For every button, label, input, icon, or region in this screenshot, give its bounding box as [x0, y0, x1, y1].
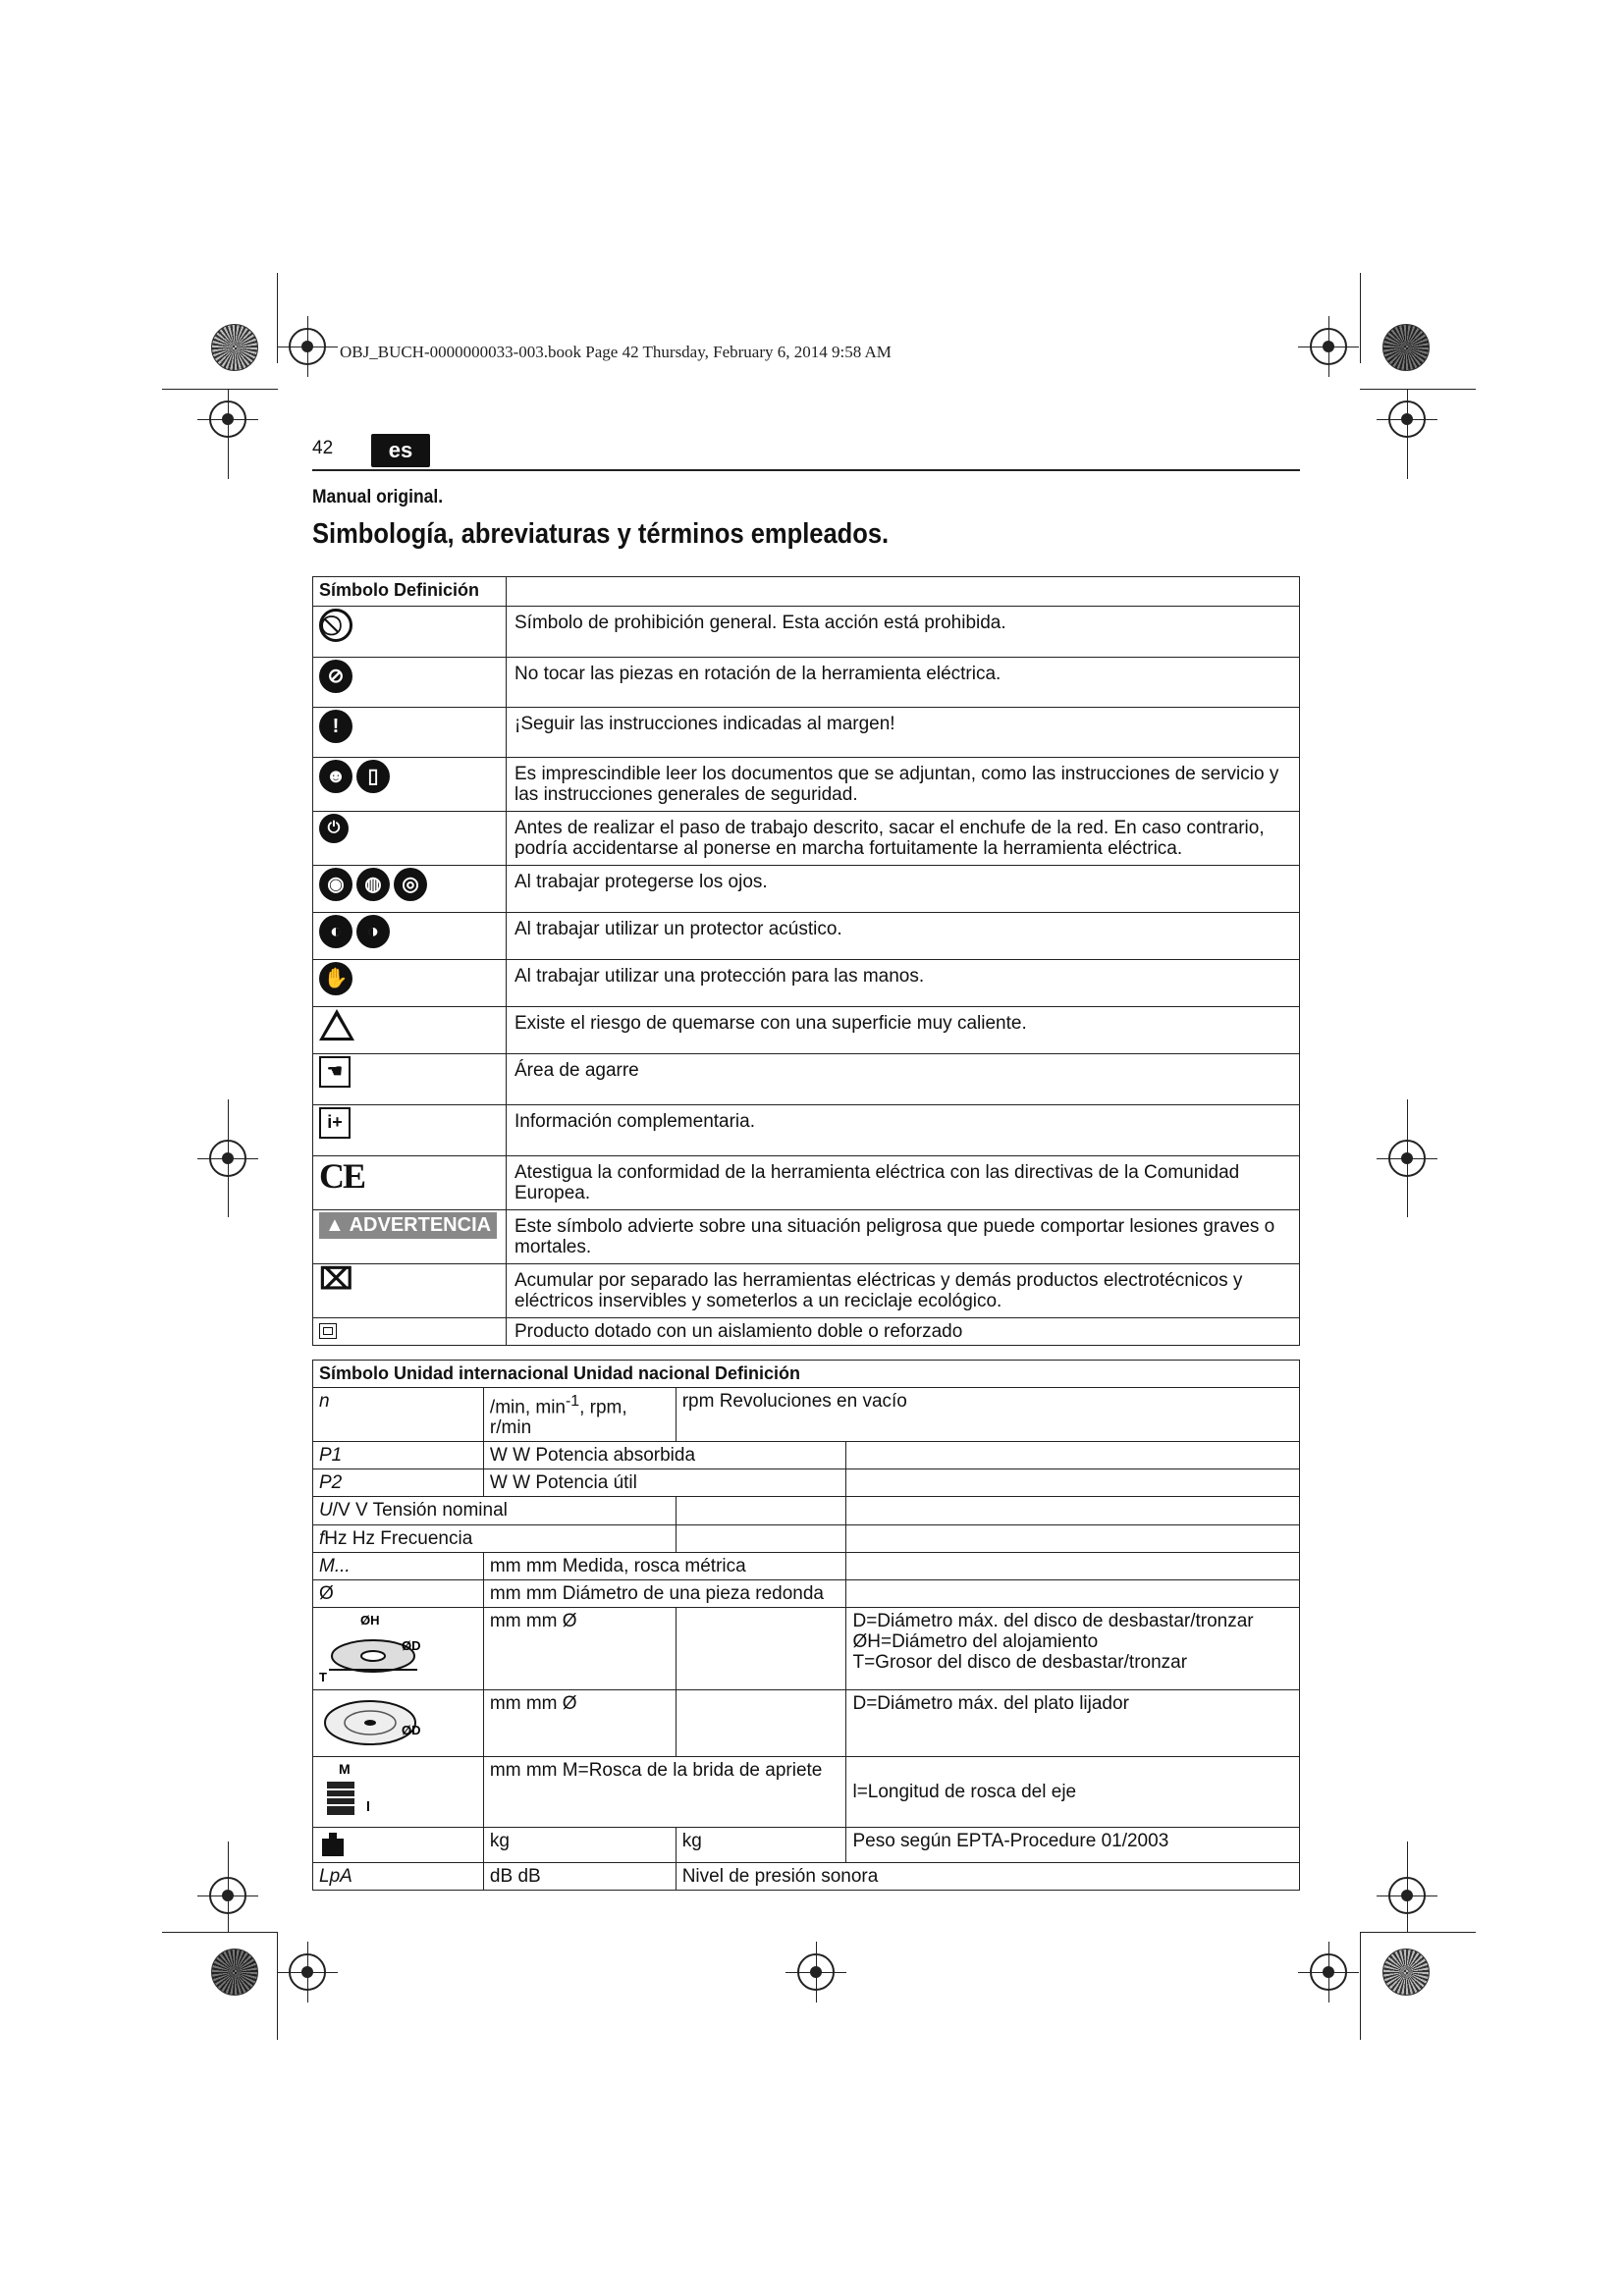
svg-text:l: l: [366, 1798, 370, 1815]
svg-text:ØD: ØD: [402, 1723, 421, 1738]
symbol-definition: Existe el riesgo de quemarse con una superficie muy caliente.: [507, 1007, 1300, 1054]
manual-label: Manual original.: [312, 487, 444, 507]
symbol-definition: Al trabajar utilizar un protector acústico.: [507, 913, 1300, 960]
hand-protection-icon: ✋: [319, 962, 352, 995]
book-file-header: OBJ_BUCH-0000000033-003.book Page 42 Thursday, February 6, 2014 9:58 AM: [340, 343, 892, 361]
symbol-definition: Al trabajar utilizar una protección para las manos.: [507, 960, 1300, 1007]
unit-definition: Nivel de presión sonora: [676, 1863, 1299, 1891]
unit-definition: l=Longitud de rosca del eje: [846, 1757, 1300, 1828]
symbol-definition: Antes de realizar el paso de trabajo descrito, sacar el enchufe de la red. En caso contrario, podría accidentarse al ponerse en marcha fortuitamente la herramienta eléctrica.: [507, 812, 1300, 866]
prohibition-icon: [319, 609, 352, 642]
unit-symbol: P1: [313, 1442, 484, 1469]
unit-international: mm mm Ø: [483, 1690, 676, 1757]
symbol-definition: Al trabajar protegerse los ojos.: [507, 866, 1300, 913]
unit-symbol: n: [313, 1388, 484, 1442]
language-badge: es: [371, 434, 430, 467]
unit-definition: D=Diámetro máx. del plato lijador: [846, 1690, 1300, 1757]
color-bar-icon-top-left: [211, 324, 258, 371]
registration-mark-top-right: [1310, 328, 1347, 365]
unit-international: kg: [483, 1828, 676, 1863]
ce-mark-icon: CE: [319, 1156, 365, 1196]
unit-international: mm mm Medida, rosca métrica: [483, 1553, 846, 1580]
double-insulation-icon: [319, 1323, 337, 1339]
color-bar-icon-top-right: [1382, 324, 1430, 371]
unit-international: W W Potencia absorbida: [483, 1442, 846, 1469]
goggles-icon: ◎: [394, 868, 427, 901]
header-rule: [312, 469, 1300, 471]
symbol-definition: Símbolo de prohibición general. Esta acción está prohibida.: [507, 607, 1300, 658]
symbol-definition: Área de agarre: [507, 1054, 1300, 1105]
registration-mark-left-bottom: [209, 1877, 246, 1914]
unit-international: dB dB: [483, 1863, 676, 1891]
unit-row-text: fHz Hz Frecuencia: [313, 1525, 677, 1553]
warning-label: ▲ ADVERTENCIA: [319, 1212, 497, 1239]
svg-text:T: T: [319, 1670, 327, 1684]
symbols-table-header-blank: [507, 577, 1300, 607]
symbol-definition: Es imprescindible leer los documentos que se adjuntan, como las instrucciones de servicio y las instrucciones generales de seguridad.: [507, 758, 1300, 812]
svg-text:ØH: ØH: [360, 1613, 380, 1629]
registration-mark-bottom-center: [797, 1953, 835, 1991]
registration-mark-bottom-left: [289, 1953, 326, 1991]
unit-definition: D=Diámetro máx. del disco de desbastar/tronzar ØH=Diámetro del alojamiento T=Grosor del disco de desbastar/tronzar: [846, 1608, 1300, 1690]
unit-symbol: M...: [313, 1553, 484, 1580]
disc-dimensions-icon: [319, 1611, 437, 1683]
unit-symbol: P2: [313, 1469, 484, 1497]
hot-surface-icon: [319, 1009, 354, 1041]
unit-symbol: LpA: [313, 1863, 484, 1891]
registration-mark-bottom-right: [1310, 1953, 1347, 1991]
registration-mark-top-left: [289, 328, 326, 365]
spindle-thread-icon: [319, 1760, 398, 1823]
registration-mark-left-top: [209, 400, 246, 438]
read-manual-icon: ☻: [319, 760, 352, 793]
page-number: 42: [312, 438, 334, 458]
symbols-table: [312, 576, 1300, 1346]
unit-national: kg: [676, 1828, 846, 1863]
exclamation-icon: !: [319, 710, 352, 743]
weight-icon: [319, 1831, 347, 1858]
units-table: [312, 1360, 1300, 1891]
symbol-definition: Información complementaria.: [507, 1105, 1300, 1156]
units-table-header: Símbolo Unidad internacional Unidad nacional Definición: [313, 1361, 1300, 1388]
unit-international: /min, $\min^{-1}$, rpm, r/min: [483, 1388, 676, 1442]
symbol-definition: Atestigua la conformidad de la herramienta eléctrica con las directivas de la Comunidad Europea.: [507, 1156, 1300, 1210]
book-icon: ▯: [356, 760, 390, 793]
face-shield-icon: ◍: [356, 868, 390, 901]
symbol-definition: Producto dotado con un aislamiento doble o reforzado: [507, 1318, 1300, 1346]
registration-mark-right-top: [1388, 400, 1426, 438]
unit-symbol: Ø: [313, 1580, 484, 1608]
registration-mark-right-bottom: [1388, 1877, 1426, 1914]
unit-international: mm mm M=Rosca de la brida de apriete: [483, 1757, 846, 1828]
no-touch-rotating-icon: ⊘: [319, 660, 352, 693]
unit-row-text: U/V V Tensión nominal: [313, 1497, 677, 1525]
unit-national-definition: rpm Revoluciones en vacío: [676, 1388, 1299, 1442]
symbol-definition: Este símbolo advierte sobre una situación peligrosa que puede comportar lesiones graves o mortales.: [507, 1210, 1300, 1264]
unit-international: mm mm Diámetro de una pieza redonda: [483, 1580, 846, 1608]
registration-mark-right-mid: [1388, 1140, 1426, 1177]
symbol-definition: No tocar las piezas en rotación de la herramienta eléctrica.: [507, 658, 1300, 708]
symbol-definition: Acumular por separado las herramientas eléctricas y demás productos electrotécnicos y eléctricos inservibles y someterlos a un reciclaje ecológico.: [507, 1264, 1300, 1318]
ear-protection-icon: ◑: [356, 915, 390, 948]
svg-text:M: M: [339, 1761, 351, 1778]
color-bar-icon-bottom-right: [1382, 1949, 1430, 1996]
sanding-pad-icon: [319, 1693, 437, 1750]
symbols-table-header: Símbolo Definición: [313, 577, 507, 607]
safety-glasses-icon: ◉: [319, 868, 352, 901]
ear-muffs-icon: ◐: [319, 915, 352, 948]
unit-international: mm mm Ø: [483, 1608, 676, 1690]
unit-definition: Peso según EPTA-Procedure 01/2003: [846, 1828, 1300, 1863]
grip-area-icon: ☚: [319, 1056, 351, 1088]
warning-label-text: ADVERTENCIA: [349, 1214, 492, 1236]
color-bar-icon-bottom-left: [211, 1949, 258, 1996]
registration-mark-left-mid: [209, 1140, 246, 1177]
info-icon: i+: [319, 1107, 351, 1139]
page-title: Simbología, abreviaturas y términos empleados.: [312, 518, 890, 550]
weee-bin-icon: ⌧: [319, 1263, 353, 1296]
symbol-definition: ¡Seguir las instrucciones indicadas al margen!: [507, 708, 1300, 758]
svg-text:ØD: ØD: [402, 1638, 421, 1654]
unit-international: W W Potencia útil: [483, 1469, 846, 1497]
unplug-icon: ⏻: [319, 814, 349, 843]
